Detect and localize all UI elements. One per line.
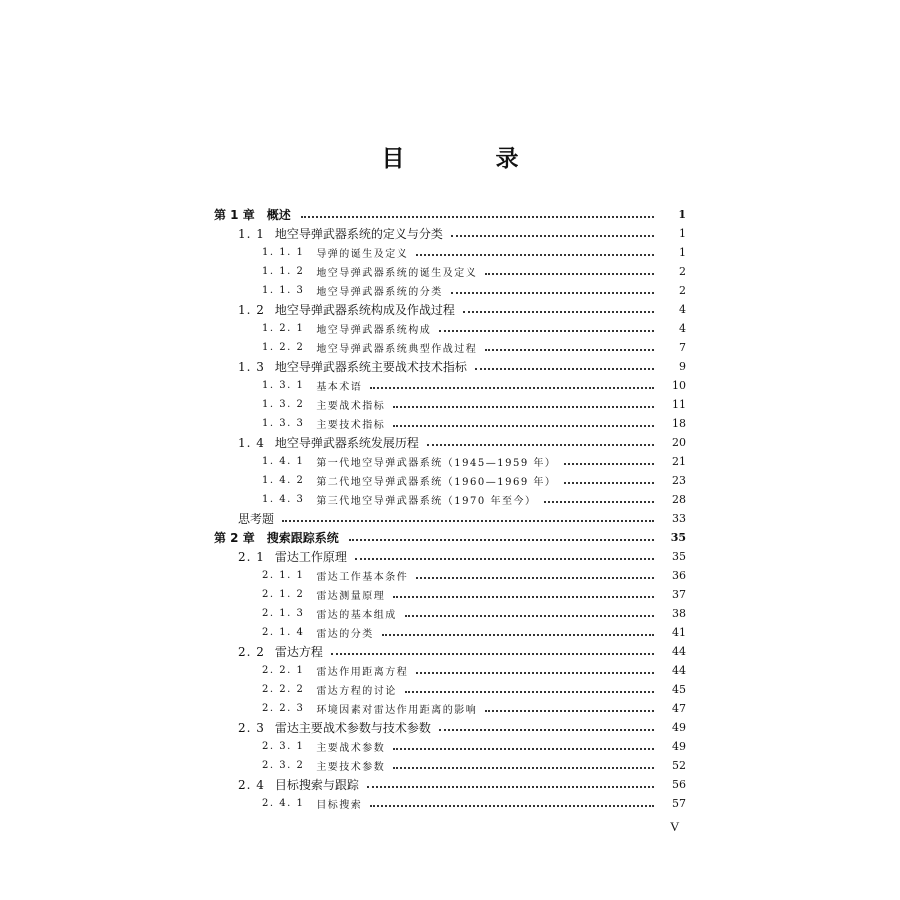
toc-entry-number: 2. 2. 3 (262, 703, 305, 714)
toc-entry-subsection (262, 604, 686, 623)
toc-entry-label (214, 529, 339, 546)
toc-entry-label (238, 225, 443, 242)
toc-entry-subsection (262, 585, 686, 604)
toc-entry-title: 基本术语 (316, 382, 363, 393)
dot-leader (564, 481, 654, 484)
toc-entry-label (262, 701, 477, 716)
toc-entry-page-number: 35 (670, 531, 686, 544)
toc-entry-chapter (214, 205, 686, 224)
toc-entry-label (262, 568, 408, 583)
toc-entry-label (262, 625, 374, 640)
toc-entry-page-number: 1 (679, 246, 686, 259)
toc-entry-number: 1. 1. 3 (262, 285, 305, 296)
toc-entry-subsection (262, 376, 686, 395)
toc-entry-label (262, 758, 385, 773)
toc-entry-section (238, 775, 686, 794)
dot-leader (393, 766, 654, 769)
toc-entry-number: 1. 4. 2 (262, 475, 305, 486)
toc-entry-label (262, 682, 397, 697)
toc-entry-label (262, 606, 397, 621)
toc-entry-number: 1. 4 (238, 435, 265, 450)
toc-entry-title: 主要技术参数 (316, 762, 386, 773)
toc-entry-title: 地空导弹武器系统构成及作战过程 (274, 303, 455, 317)
dot-leader (349, 538, 654, 541)
toc-entry-title: 目标搜索 (316, 800, 363, 811)
toc-entry-title: 地空导弹武器系统典型作战过程 (316, 344, 478, 355)
toc-entry-number: 2. 2 (238, 644, 265, 659)
toc-entry-subsection (262, 756, 686, 775)
toc-entry-title: 地空导弹武器系统构成 (316, 325, 432, 336)
dot-leader (416, 671, 654, 674)
toc-entry-title: 雷达方程 (274, 645, 323, 659)
toc-entry-section (238, 224, 686, 243)
dot-leader (475, 367, 654, 370)
toc-entry-number: 2. 1. 4 (262, 627, 305, 638)
toc-entry-title: 环境因素对雷达作用距离的影响 (316, 705, 478, 716)
dot-leader (393, 405, 654, 408)
toc-entry-page-number: 11 (672, 398, 686, 411)
toc-entry-label (262, 340, 477, 355)
toc-entry-label (262, 796, 362, 811)
dot-leader (301, 215, 654, 218)
toc-entry-page-number: 10 (672, 379, 686, 392)
page-number: V (670, 819, 680, 834)
toc-entry-page-number: 2 (679, 284, 686, 297)
toc-entry-chapter (214, 528, 686, 547)
dot-leader (393, 747, 654, 750)
toc-entry-title: 第二代地空导弹武器系统（1960—1969 年） (316, 477, 557, 488)
toc-entry-title: 地空导弹武器系统的分类 (316, 287, 443, 298)
toc-entry-number: 2. 1. 2 (262, 589, 305, 600)
toc-entry-page-number: 47 (672, 702, 686, 715)
toc-entry-title: 第一代地空导弹武器系统（1945—1959 年） (316, 458, 557, 469)
toc-entry-label (262, 663, 408, 678)
dot-leader (427, 443, 654, 446)
toc-entry-number: 1. 2. 1 (262, 323, 305, 334)
toc-entry-subsection (262, 319, 686, 338)
toc-entry-number: 1. 1. 2 (262, 266, 305, 277)
toc-entry-number: 1. 4. 3 (262, 494, 305, 505)
toc-entry-label (238, 510, 274, 527)
toc-entry-page-number: 2 (679, 265, 686, 278)
toc-entry-label (262, 321, 431, 336)
toc-entry-title: 第三代地空导弹武器系统（1970 年至今） (316, 496, 537, 507)
dot-leader (393, 424, 654, 427)
toc-entry-label (262, 454, 556, 469)
toc-entry-label (262, 416, 385, 431)
toc-entry-title: 雷达的分类 (316, 629, 374, 640)
toc-entry-title: 雷达作用距离方程 (316, 667, 409, 678)
dot-leader (382, 633, 654, 636)
toc-entry-label (262, 264, 477, 279)
toc-entry-label (238, 776, 359, 793)
toc-entry-page-number: 20 (672, 436, 686, 449)
toc-entry-title: 主要技术指标 (316, 420, 386, 431)
toc-entry-section (238, 300, 686, 319)
toc-entry-subsection (262, 395, 686, 414)
toc-entry-title: 地空导弹武器系统主要战术技术指标 (274, 360, 467, 374)
dot-leader (544, 500, 654, 503)
toc-entry-number: 1. 1. 1 (262, 247, 305, 258)
toc-entry-page-number: 4 (679, 303, 686, 316)
dot-leader (485, 348, 654, 351)
toc-entry-page-number: 23 (672, 474, 686, 487)
toc-entry-number: 2. 4 (238, 777, 265, 792)
toc-entry-subsection (262, 262, 686, 281)
dot-leader (367, 785, 654, 788)
toc-entry-page-number: 36 (672, 569, 686, 582)
toc-entry-number: 1. 4. 1 (262, 456, 305, 467)
toc-entry-page-number: 1 (678, 208, 686, 221)
toc-entry-title: 雷达的基本组成 (316, 610, 397, 621)
toc-entry-title: 地空导弹武器系统的定义与分类 (274, 227, 443, 241)
toc-entry-label (262, 245, 408, 260)
dot-leader (439, 329, 654, 332)
toc-entry-number: 2. 4. 1 (262, 798, 305, 809)
toc-entry-label (238, 548, 347, 565)
toc-entry-page-number: 4 (679, 322, 686, 335)
toc-entry-number: 2. 3 (238, 720, 265, 735)
toc-entry-subsection (262, 490, 686, 509)
toc-entry-page-number: 49 (672, 740, 686, 753)
dot-leader (393, 595, 654, 598)
toc-entry-subsection (262, 471, 686, 490)
toc-entry-title: 主要战术参数 (316, 743, 386, 754)
toc-entry-page-number: 33 (672, 512, 686, 525)
toc-entry-page-number: 37 (672, 588, 686, 601)
dot-leader (282, 519, 654, 522)
toc-entry-number: 第 1 章 (214, 208, 255, 222)
toc-entry-page-number: 45 (672, 683, 686, 696)
toc-entry-label (262, 492, 536, 507)
toc-entry-page-number: 44 (672, 645, 686, 658)
toc-entry-page-number: 57 (672, 797, 686, 810)
toc-entry-label (238, 301, 455, 318)
toc-entry-page-number: 21 (672, 455, 686, 468)
dot-leader (463, 310, 654, 313)
toc-entry-number: 2. 1. 1 (262, 570, 305, 581)
toc-entry-subsection (262, 452, 686, 471)
toc-entry-label (214, 206, 291, 223)
dot-leader (370, 386, 654, 389)
dot-leader (416, 253, 654, 256)
toc-entry-title: 搜索跟踪系统 (266, 531, 339, 545)
toc-entry-number: 1. 3. 3 (262, 418, 305, 429)
toc-entry-number: 1. 3 (238, 359, 265, 374)
toc-entry-subsection (262, 281, 686, 300)
toc-entry-number: 1. 3. 2 (262, 399, 305, 410)
toc-entry-subsection (262, 699, 686, 718)
toc-entry-subsection (262, 414, 686, 433)
dot-leader (564, 462, 654, 465)
toc-entry-page-number: 49 (672, 721, 686, 734)
toc-entry-section (238, 718, 686, 737)
toc-entry-subsection (262, 680, 686, 699)
toc-entry-title: 地空导弹武器系统的诞生及定义 (316, 268, 478, 279)
dot-leader (451, 234, 654, 237)
toc-entry-label (262, 397, 385, 412)
dot-leader (331, 652, 654, 655)
toc-entry-page-number: 1 (679, 227, 686, 240)
toc-entry-page-number: 9 (679, 360, 686, 373)
toc-entry-title: 雷达主要战术参数与技术参数 (274, 721, 431, 735)
toc-entry-title: 雷达测量原理 (316, 591, 386, 602)
dot-leader (451, 291, 654, 294)
toc-entry-label (262, 378, 362, 393)
toc-entry-label (262, 587, 385, 602)
toc-entry-misc (238, 509, 686, 528)
toc-entry-section (238, 642, 686, 661)
toc-entry-subsection (262, 623, 686, 642)
toc-entry-number: 1. 2. 2 (262, 342, 305, 353)
dot-leader (405, 690, 654, 693)
toc-entry-subsection (262, 661, 686, 680)
dot-leader (485, 709, 654, 712)
toc-entry-subsection (262, 737, 686, 756)
toc-entry-number: 第 2 章 (214, 531, 255, 545)
toc-entry-page-number: 44 (672, 664, 686, 677)
toc-entry-number: 2. 2. 2 (262, 684, 305, 695)
toc-entry-number: 1. 1 (238, 226, 265, 241)
toc-entry-number: 1. 2 (238, 302, 265, 317)
toc-entry-section (238, 357, 686, 376)
page-title: 目 录 (381, 146, 553, 172)
toc-entry-label (262, 739, 385, 754)
toc-entry-title: 概述 (266, 208, 291, 222)
toc-entry-number: 2. 3. 2 (262, 760, 305, 771)
toc-entry-page-number: 52 (672, 759, 686, 772)
toc-entry-subsection (262, 566, 686, 585)
toc-entry-label (262, 473, 556, 488)
toc-entry-number: 2. 3. 1 (262, 741, 305, 752)
toc-entry-label (238, 434, 419, 451)
toc-entry-title: 目标搜索与跟踪 (274, 778, 359, 792)
toc-entry-section (238, 433, 686, 452)
toc-entry-title: 雷达工作原理 (274, 550, 347, 564)
toc-entry-subsection (262, 243, 686, 262)
toc-entry-page-number: 41 (672, 626, 686, 639)
toc-entry-number: 1. 3. 1 (262, 380, 305, 391)
toc-entry-page-number: 35 (672, 550, 686, 563)
toc-entry-label (238, 719, 431, 736)
toc-entry-page-number: 7 (679, 341, 686, 354)
toc-entry-title: 雷达方程的讨论 (316, 686, 397, 697)
dot-leader (405, 614, 654, 617)
dot-leader (485, 272, 654, 275)
toc-entry-number: 2. 1. 3 (262, 608, 305, 619)
toc-entry-subsection (262, 338, 686, 357)
toc-entry-page-number: 18 (672, 417, 686, 430)
toc-entry-section (238, 547, 686, 566)
toc-entry-title: 思考题 (238, 512, 275, 526)
toc-entry-label (238, 358, 467, 375)
dot-leader (355, 557, 654, 560)
dot-leader (416, 576, 654, 579)
toc-entry-label (238, 643, 323, 660)
toc-entry-subsection (262, 794, 686, 813)
toc-entry-title: 雷达工作基本条件 (316, 572, 409, 583)
toc-entry-title: 导弹的诞生及定义 (316, 249, 409, 260)
toc-entry-page-number: 28 (672, 493, 686, 506)
toc-entry-page-number: 56 (672, 778, 686, 791)
toc-entry-title: 主要战术指标 (316, 401, 386, 412)
toc-entry-number: 2. 1 (238, 549, 265, 564)
toc-entry-page-number: 38 (672, 607, 686, 620)
toc-entry-label (262, 283, 443, 298)
dot-leader (439, 728, 654, 731)
toc-entry-number: 2. 2. 1 (262, 665, 305, 676)
dot-leader (370, 804, 654, 807)
toc-entry-title: 地空导弹武器系统发展历程 (274, 436, 419, 450)
